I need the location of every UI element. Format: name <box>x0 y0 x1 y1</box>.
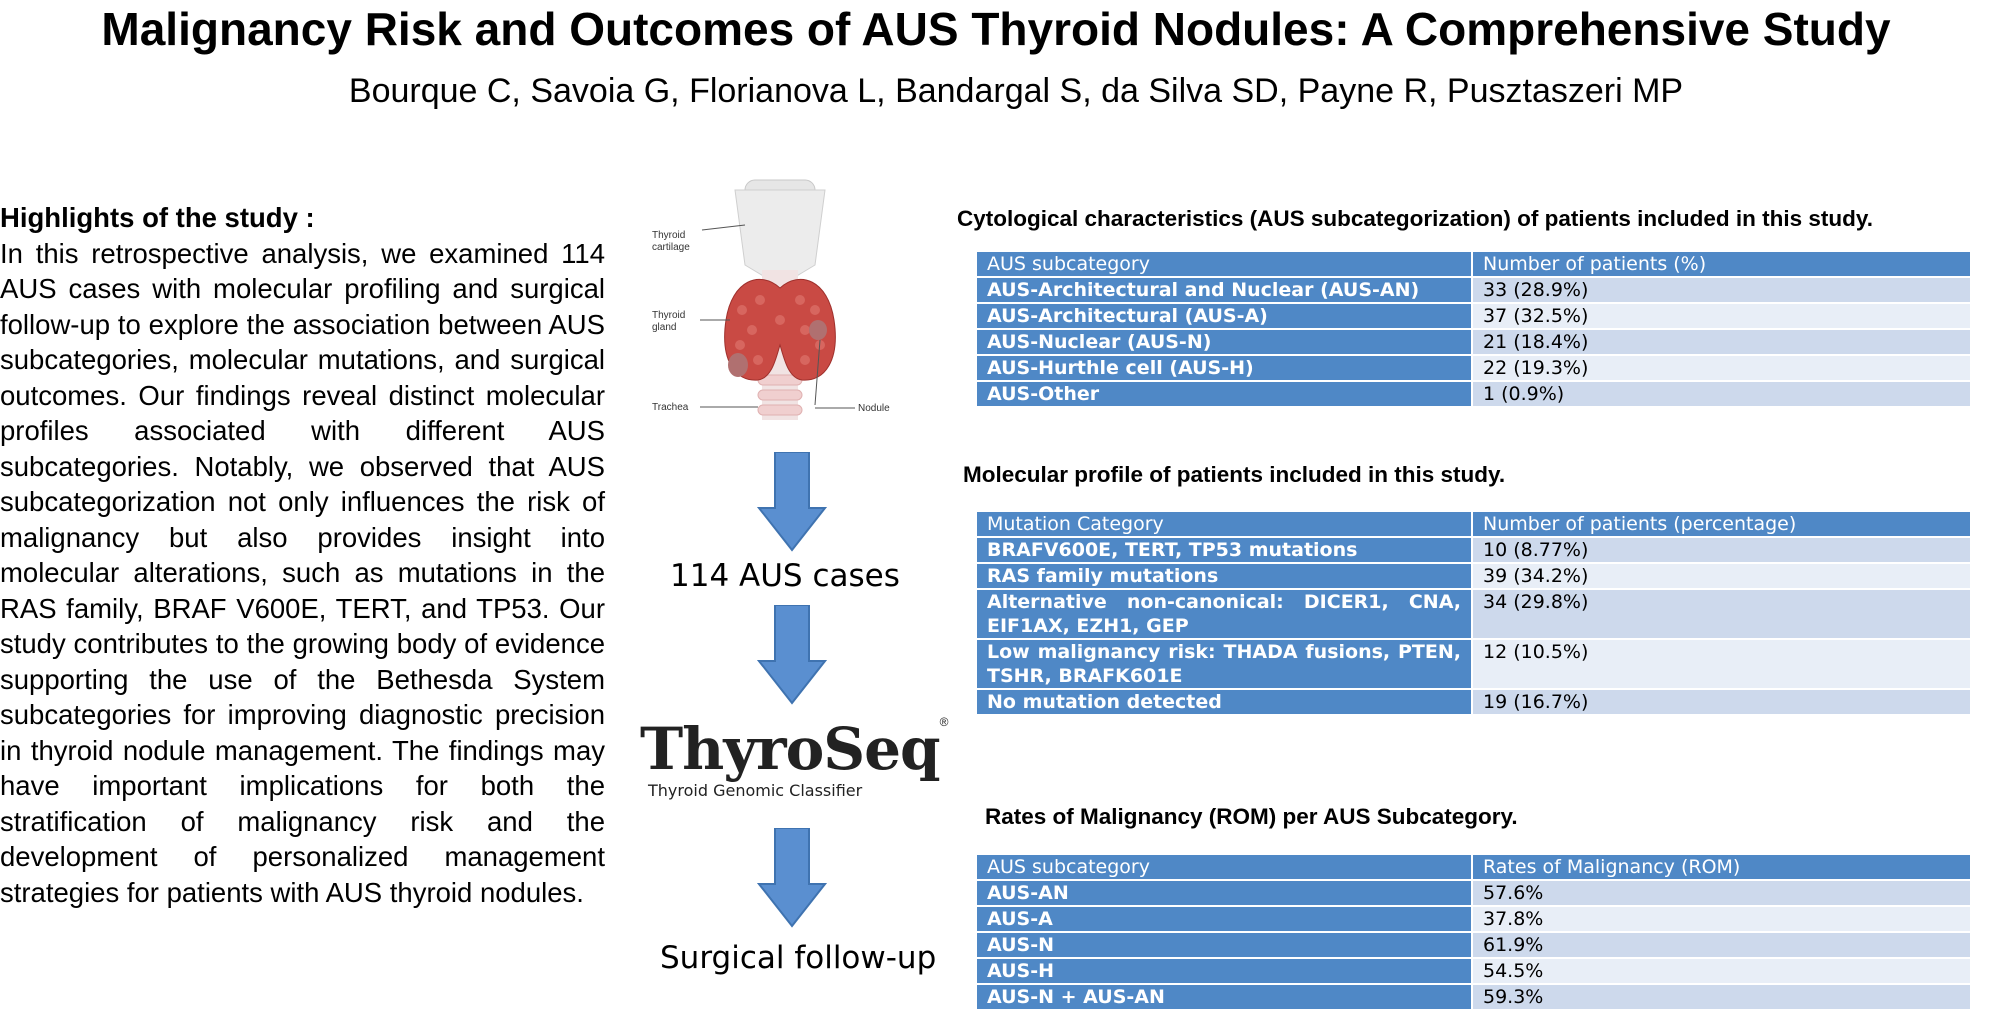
col-header: Rates of Malignancy (ROM) <box>1472 854 1971 880</box>
label-trachea: Trachea <box>652 402 689 413</box>
row-value: 34 (29.8%) <box>1472 589 1971 639</box>
flow-step-cases: 114 AUS cases <box>670 558 900 594</box>
col-header: Number of patients (percentage) <box>1472 511 1971 537</box>
row-label: BRAFV600E, TERT, TP53 mutations <box>976 537 1472 563</box>
row-value: 57.6% <box>1472 880 1971 906</box>
down-arrow-2-icon <box>757 605 827 705</box>
table-row <box>976 958 1971 984</box>
thyroid-illustration <box>640 170 960 430</box>
table-row <box>976 932 1971 958</box>
down-arrow-3-icon <box>757 828 827 928</box>
row-value: 59.3% <box>1472 984 1971 1010</box>
table-row <box>976 984 1971 1010</box>
row-label: AUS-Nuclear (AUS-N) <box>976 329 1472 355</box>
table-header-row <box>976 854 1971 880</box>
col-header: AUS subcategory <box>976 854 1472 880</box>
row-label: Low malignancy risk: THADA fusions, PTEN, TSHR, BRAFK601E <box>976 639 1472 689</box>
row-label: AUS-Architectural (AUS-A) <box>976 303 1472 329</box>
table-row <box>976 537 1971 563</box>
table-row <box>976 355 1971 381</box>
table-rom <box>975 853 1972 1011</box>
row-label: AUS-Other <box>976 381 1472 407</box>
row-value: 12 (10.5%) <box>1472 639 1971 689</box>
row-value: 33 (28.9%) <box>1472 277 1971 303</box>
row-label: Alternative non-canonical: DICER1, CNA, EIF1AX, EZH1, GEP <box>976 589 1472 639</box>
row-label: RAS family mutations <box>976 563 1472 589</box>
poster-title: Malignancy Risk and Outcomes of AUS Thyroid Nodules: A Comprehensive Study <box>101 3 1891 55</box>
row-value: 1 (0.9%) <box>1472 381 1971 407</box>
table-aus-subcategorization <box>975 250 1972 408</box>
study-flow <box>640 170 960 1000</box>
logo-subtitle: Thyroid Genomic Classifier <box>648 781 863 800</box>
down-arrow-1-icon <box>757 452 827 552</box>
row-value: 22 (19.3%) <box>1472 355 1971 381</box>
thyroseq-logo <box>640 715 960 800</box>
row-label: AUS-H <box>976 958 1472 984</box>
flow-step-surgery: Surgical follow-up <box>660 940 937 976</box>
row-value: 10 (8.77%) <box>1472 537 1971 563</box>
author-list: Bourque C, Savoia G, Florianova L, Bandargal S, da Silva SD, Payne R, Pusztaszeri MP <box>348 72 1684 110</box>
row-value: 21 (18.4%) <box>1472 329 1971 355</box>
label-cartilage: Thyroid cartilage <box>652 230 690 253</box>
row-label: No mutation detected <box>976 689 1472 715</box>
table-row <box>976 639 1971 689</box>
table3-title: Rates of Malignancy (ROM) per AUS Subcategory. <box>985 804 1518 829</box>
highlights-text: In this retrospective analysis, we examined 114 AUS cases with molecular profiling and surgical follow-up to explore the association between AUS subcategories, molecular mutations, and surgical outcomes. Our findings reveal distinct molecular profiles associated with different AUS subcategories. Notably, we observed that AUS subcategorization not only influences the risk of malignancy but also provides insight into molecular alterations, such as mutations in the RAS family, BRAF V600E, TERT, and TP53. Our study contributes to the growing body of evidence supporting the use of the Bethesda System subcategories for improving diagnostic precision in thyroid nodule management. The findings may have important implications for both the stratification of malignancy risk and the development of personalized management strategies for patients with AUS thyroid nodules. <box>0 237 605 908</box>
row-value: 54.5% <box>1472 958 1971 984</box>
table1-title: Cytological characteristics (AUS subcategorization) of patients included in this study. <box>957 206 1873 231</box>
logo-registered: ® <box>939 715 949 729</box>
col-header: Number of patients (%) <box>1472 251 1971 277</box>
col-header: AUS subcategory <box>976 251 1472 277</box>
col-header: Mutation Category <box>976 511 1472 537</box>
table-header-row <box>976 251 1971 277</box>
table-row <box>976 906 1971 932</box>
highlights-heading: Highlights of the study : <box>0 202 315 233</box>
table-row <box>976 589 1971 639</box>
table-header-row <box>976 511 1971 537</box>
row-value: 19 (16.7%) <box>1472 689 1971 715</box>
row-value: 61.9% <box>1472 932 1971 958</box>
table-row <box>976 880 1971 906</box>
row-label: AUS-A <box>976 906 1472 932</box>
table-row <box>976 329 1971 355</box>
table-row <box>976 303 1971 329</box>
row-label: AUS-AN <box>976 880 1472 906</box>
label-gland: Thyroid gland <box>652 310 686 333</box>
table-molecular-profile <box>975 510 1972 716</box>
row-value: 37.8% <box>1472 906 1971 932</box>
label-nodule: Nodule <box>858 403 890 414</box>
table-row <box>976 689 1971 715</box>
table-row <box>976 277 1971 303</box>
row-label: AUS-N + AUS-AN <box>976 984 1472 1010</box>
row-label: AUS-N <box>976 932 1472 958</box>
row-label: AUS-Architectural and Nuclear (AUS-AN) <box>976 277 1472 303</box>
highlights-section <box>0 200 605 910</box>
row-label: AUS-Hurthle cell (AUS-H) <box>976 355 1472 381</box>
logo-wordmark: ThyroSeq <box>640 715 940 783</box>
row-value: 37 (32.5%) <box>1472 303 1971 329</box>
table-row <box>976 381 1971 407</box>
row-value: 39 (34.2%) <box>1472 563 1971 589</box>
table-row <box>976 563 1971 589</box>
table2-title: Molecular profile of patients included in this study. <box>963 462 1506 487</box>
